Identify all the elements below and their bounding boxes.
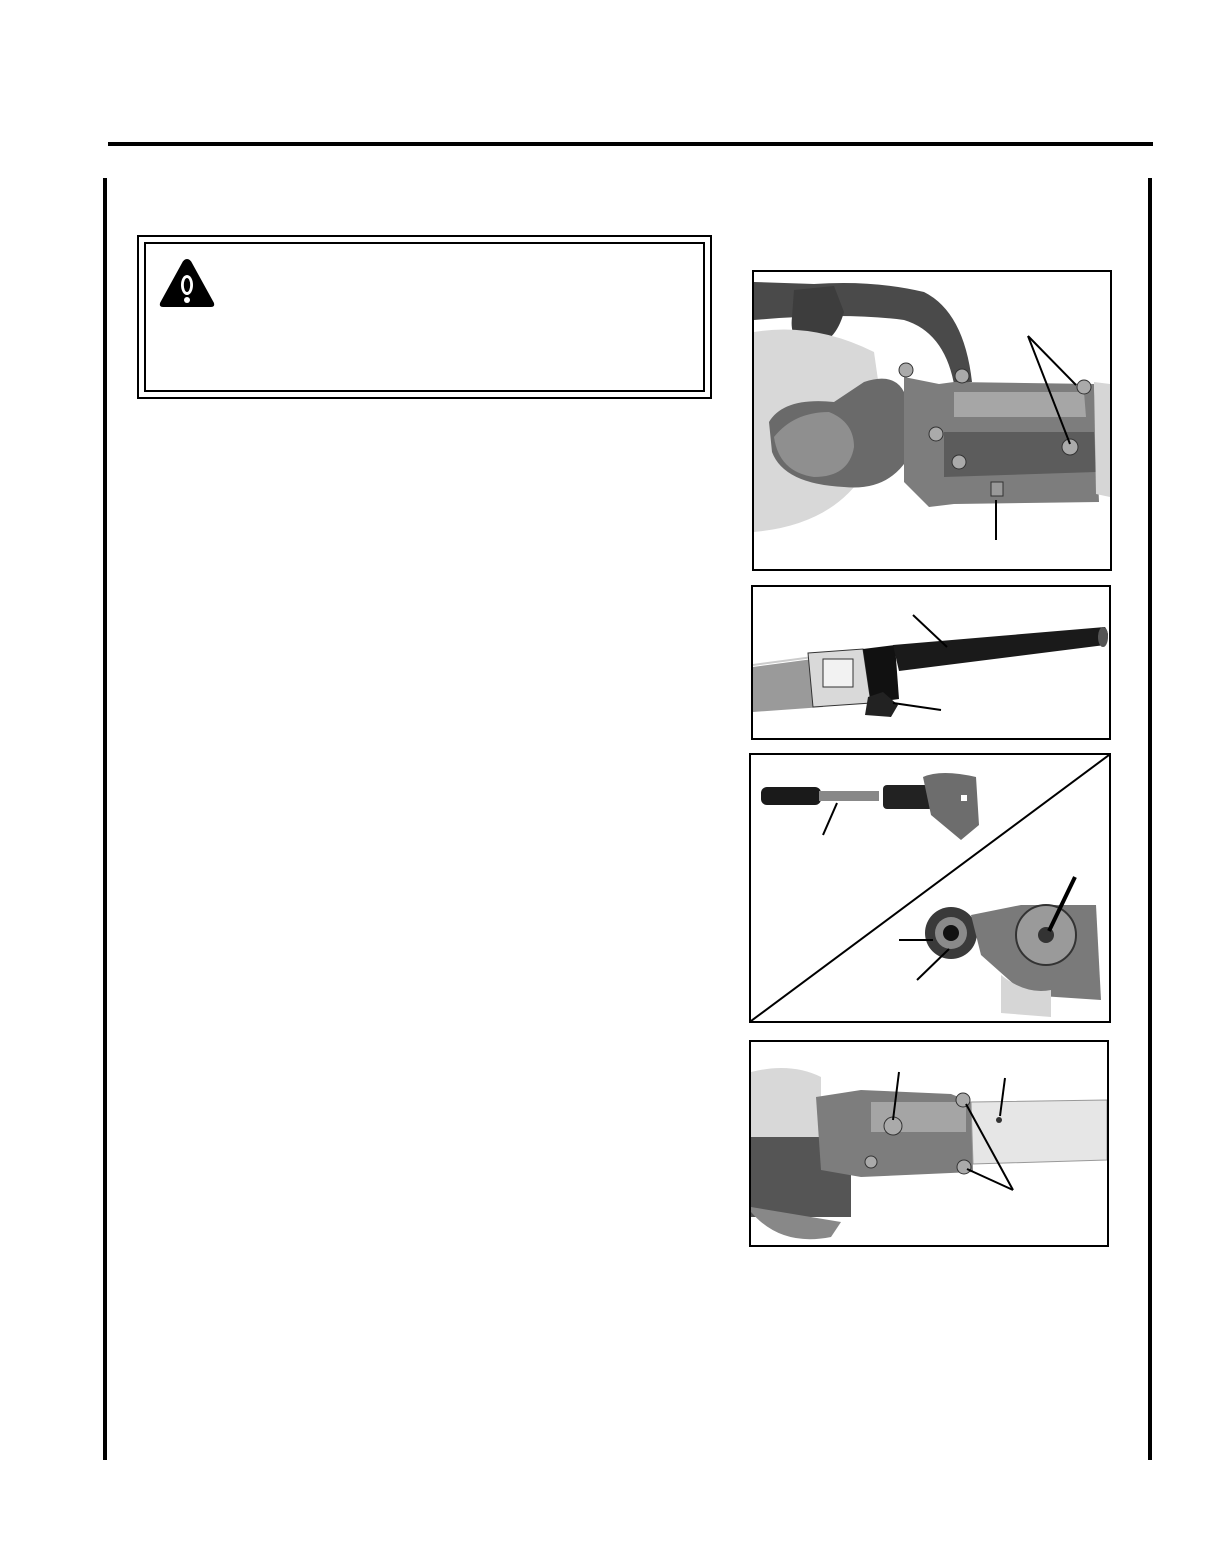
drive-shaft-coupling-photo: [749, 753, 1111, 1023]
gearcase-installed-photo: [749, 1040, 1109, 1247]
warning-box-inner: [144, 242, 705, 392]
gearcase-attachment-photo: [752, 270, 1112, 571]
warning-box: [137, 235, 712, 399]
warning-triangle-icon: [158, 257, 216, 309]
right-margin-rule: [1148, 178, 1152, 1460]
header-rule: [108, 142, 1153, 146]
shaft-tube-photo: [751, 585, 1111, 740]
left-margin-rule: [103, 178, 107, 1460]
